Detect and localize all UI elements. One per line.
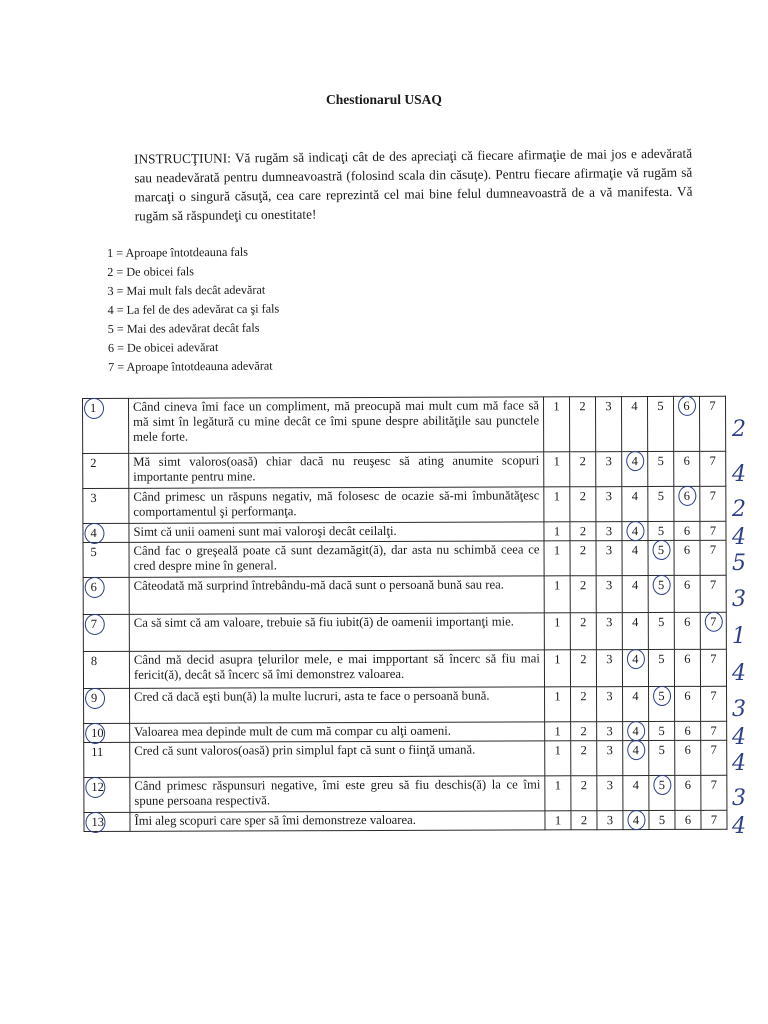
handwritten-score: 2 (732, 496, 746, 522)
rating-option-label: 4 (631, 489, 638, 504)
rating-option[interactable] (623, 776, 649, 811)
handwritten-score: 1 (732, 623, 746, 649)
handwritten-score: 5 (732, 550, 746, 576)
rating-option-label: 1 (554, 743, 561, 758)
rating-option-label: 2 (579, 454, 586, 469)
rating-option-selected[interactable] (700, 612, 726, 649)
rating-option-label: 5 (658, 614, 665, 629)
scale-item: 7 = Aproape întotdeauna adevărat (108, 358, 273, 374)
rating-option-label: 1 (554, 652, 561, 667)
rating-option[interactable] (597, 687, 623, 722)
questionnaire-body (83, 396, 728, 831)
handwritten-score: 2 (732, 416, 746, 442)
rating-option-label: 2 (580, 743, 587, 758)
rating-option-label: 1 (553, 454, 560, 469)
rating-option-label: 7 (709, 523, 717, 538)
rating-option-label: 7 (710, 614, 717, 629)
question-number (83, 523, 129, 542)
question-row (84, 775, 727, 812)
instructions (84, 144, 693, 226)
rating-option-label: 5 (658, 577, 665, 592)
question-number-label: 1 (90, 400, 97, 415)
rating-option[interactable] (700, 521, 726, 540)
rating-option[interactable] (596, 452, 622, 487)
rating-option[interactable] (571, 687, 597, 722)
rating-option[interactable] (700, 649, 726, 686)
handwritten-score: 4 (732, 814, 746, 840)
rating-option[interactable] (596, 576, 622, 613)
rating-option-label: 4 (631, 399, 638, 414)
question-number (83, 488, 129, 523)
rating-option-label: 4 (632, 652, 639, 667)
rating-option-label: 7 (710, 742, 717, 757)
rating-option-label: 5 (658, 723, 665, 738)
rating-option-label: 6 (683, 542, 691, 557)
question-row (83, 486, 726, 523)
rating-option[interactable] (648, 451, 674, 486)
question-statement: Simt că unii oameni sunt mai valoroşi decât ceilalţi. (129, 522, 544, 542)
rating-option[interactable] (622, 487, 648, 522)
rating-option-label: 7 (710, 777, 718, 792)
question-row (84, 686, 727, 723)
handwritten-score: 3 (732, 696, 746, 722)
rating-option-label: 4 (632, 813, 640, 828)
scale-item: 2 = De obicei fals (107, 264, 195, 279)
rating-option-selected[interactable] (622, 650, 648, 687)
rating-option-label: 2 (579, 524, 587, 539)
question-row (84, 721, 727, 742)
rating-option[interactable] (570, 650, 596, 687)
rating-option-label: 1 (554, 724, 561, 739)
rating-option[interactable] (700, 540, 726, 575)
rating-option-label: 6 (684, 577, 691, 592)
rating-option-label: 3 (606, 689, 613, 704)
rating-option-label: 3 (606, 615, 613, 630)
question-row (83, 540, 726, 577)
question-number-label: 8 (90, 653, 98, 668)
rating-option[interactable] (545, 741, 571, 776)
question-number (83, 577, 129, 614)
question-number (84, 723, 130, 742)
rating-option-label: 1 (553, 399, 560, 414)
question-row (83, 396, 726, 453)
question-number (83, 453, 129, 488)
rating-option[interactable] (596, 522, 622, 541)
question-row (83, 575, 726, 614)
handwritten-score: 4 (732, 725, 746, 751)
question-number-label: 6 (90, 579, 97, 594)
rating-option[interactable] (648, 486, 674, 521)
rating-option-label: 3 (605, 489, 612, 504)
scale-item: 4 = La fel de des adevărat ca şi fals (107, 301, 280, 317)
rating-option[interactable] (701, 740, 727, 775)
rating-option-label: 2 (580, 813, 588, 828)
question-row (83, 521, 726, 542)
rating-option-label: 6 (683, 398, 690, 413)
rating-option[interactable] (570, 452, 596, 487)
rating-option[interactable] (569, 397, 595, 452)
rating-option-label: 2 (580, 578, 587, 593)
question-number (83, 614, 129, 651)
rating-option[interactable] (544, 541, 570, 576)
rating-option[interactable] (701, 721, 727, 740)
rating-option-selected[interactable] (673, 396, 699, 451)
question-number-label: 2 (90, 455, 97, 470)
handwritten-score: 4 (732, 660, 746, 686)
rating-option-label: 6 (683, 488, 690, 503)
rating-option-label: 7 (709, 398, 716, 413)
rating-option[interactable] (648, 649, 674, 686)
question-number-label: 12 (91, 779, 104, 794)
rating-option[interactable] (675, 721, 701, 740)
rating-option-label: 1 (553, 543, 561, 558)
rating-option[interactable] (596, 487, 622, 522)
rating-option-label: 4 (631, 454, 638, 469)
rating-option-label: 2 (580, 724, 587, 739)
rating-option[interactable] (674, 521, 700, 540)
rating-option[interactable] (571, 811, 597, 830)
rating-option[interactable] (674, 649, 700, 686)
rating-option-label: 7 (710, 688, 717, 703)
rating-option-label: 4 (632, 743, 639, 758)
rating-option[interactable] (675, 810, 701, 829)
handwritten-score: 4 (732, 525, 746, 551)
question-statement: Când primesc un răspuns negativ, mă folosesc de ocazie să-mi îmbunătăţesc comportamentul şi performanţa. (129, 487, 544, 523)
rating-option[interactable] (571, 722, 597, 741)
rating-option-label: 3 (605, 524, 613, 539)
rating-option[interactable] (570, 613, 596, 650)
rating-option[interactable] (595, 397, 621, 452)
rating-option[interactable] (596, 541, 622, 576)
rating-option-selected[interactable] (622, 522, 648, 541)
rating-option[interactable] (571, 741, 597, 776)
rating-option-selected[interactable] (623, 722, 649, 741)
rating-option-label: 1 (553, 524, 561, 539)
rating-option-label: 2 (580, 615, 587, 630)
rating-option-label: 2 (579, 543, 587, 558)
question-number (84, 777, 130, 812)
rating-option[interactable] (570, 522, 596, 541)
question-statement: Ca să simt că am valoare, trebuie să fiu iubit(ă) de oamenii importanţi mie. (129, 613, 544, 651)
question-number-label: 11 (91, 744, 104, 759)
handwritten-score: 4 (732, 750, 746, 776)
question-number (83, 542, 129, 577)
rating-option[interactable] (675, 740, 701, 775)
instructions-text: INSTRUCŢIUNI: Vă rugăm să indicaţi cât de des apreciaţi că fiecare afirmaţie de mai jos e adevărată sau neadevărată pentru dumneavoastră (folosind scala din căsuţe). Pentru fiecare afirmaţie vă rugăm să marcaţi o singură căsuţă, cea care reprezintă cel mai bine felul dumneavoastră de a vă manifesta. Vă rugăm să răspundeţi cu onestitate! (134, 145, 693, 224)
rating-option-selected[interactable] (623, 741, 649, 776)
question-number (83, 398, 129, 453)
rating-option-label: 1 (554, 689, 561, 704)
rating-option-label: 3 (606, 652, 613, 667)
rating-option[interactable] (597, 741, 623, 776)
rating-option-label: 4 (632, 778, 640, 793)
rating-option[interactable] (622, 613, 648, 650)
rating-option[interactable] (545, 687, 571, 722)
question-number-label: 5 (90, 544, 97, 559)
rating-option-label: 6 (684, 777, 692, 792)
rating-option[interactable] (649, 810, 675, 829)
rating-option[interactable] (700, 486, 726, 521)
rating-option-label: 3 (605, 399, 612, 414)
handwritten-score: 3 (732, 586, 746, 612)
rating-option[interactable] (570, 541, 596, 576)
question-statement: Îmi aleg scopuri care sper să îmi demonstreze valoarea. (130, 811, 545, 831)
rating-option[interactable] (570, 487, 596, 522)
rating-option-label: 6 (683, 453, 690, 468)
rating-option-label: 5 (658, 742, 665, 757)
rating-option[interactable] (623, 687, 649, 722)
question-statement: Când cineva îmi face un compliment, mă preocupă mai mult cum mă face să mă simt în legătură cu mine decât ce îmi spune despre abilităţile sau punctele mele forte. (129, 397, 544, 453)
rating-option[interactable] (544, 452, 570, 487)
rating-option-selected[interactable] (649, 686, 675, 721)
rating-option[interactable] (622, 576, 648, 613)
rating-option-label: 7 (709, 488, 716, 503)
question-number (84, 688, 130, 723)
question-number-label: 13 (91, 814, 105, 829)
rating-option[interactable] (545, 776, 571, 811)
rating-option[interactable] (674, 540, 700, 575)
rating-option-selected[interactable] (622, 452, 648, 487)
document-title: Chestionarul USAQ (326, 92, 442, 107)
rating-option-label: 6 (684, 688, 691, 703)
question-row (84, 740, 727, 777)
rating-option[interactable] (545, 811, 571, 830)
rating-option-selected[interactable] (648, 540, 674, 575)
rating-option[interactable] (674, 451, 700, 486)
question-statement: Când fac o greşeală poate că sunt dezamăgit(ă), dar asta nu schimbă ceea ce cred despre mine în general. (129, 541, 544, 577)
rating-option[interactable] (700, 575, 726, 612)
question-statement: Cred că sunt valoros(oasă) prin simplul fapt că sunt o fiinţă umană. (130, 741, 545, 777)
scale-item: 5 = Mai des adevărat decât fals (107, 320, 260, 336)
question-number (84, 812, 130, 831)
rating-option-selected[interactable] (649, 775, 675, 810)
rating-option[interactable] (701, 686, 727, 721)
rating-option[interactable] (544, 522, 570, 541)
rating-option[interactable] (674, 575, 700, 612)
question-statement: Cred că dacă eşti bun(ă) la multe lucruri, asta te face o persoană bună. (130, 687, 545, 723)
rating-option-label: 1 (553, 489, 560, 504)
rating-option-label: 7 (709, 453, 716, 468)
question-row (83, 451, 726, 488)
scale-item: 1 = Aproape întotdeauna fals (107, 244, 249, 260)
rating-option-label: 2 (579, 489, 586, 504)
rating-option-label: 4 (631, 543, 639, 558)
rating-option-label: 7 (709, 542, 717, 557)
question-row (84, 810, 727, 831)
question-number-label: 4 (90, 525, 97, 540)
rating-scale-legend (107, 243, 280, 377)
rating-option-label: 5 (657, 488, 664, 503)
rating-option-selected[interactable] (648, 575, 674, 612)
question-statement: Câteodată mă surprind întrebându-mă dacă sunt o persoană bună sau rea. (129, 576, 544, 614)
rating-option-label: 5 (658, 651, 665, 666)
rating-option-label: 1 (554, 578, 561, 593)
scale-item: 3 = Mai mult fals decât adevărat (107, 282, 266, 298)
rating-option-label: 4 (632, 689, 639, 704)
rating-option-label: 6 (684, 812, 692, 827)
questionnaire-table (82, 396, 728, 832)
rating-option[interactable] (544, 576, 570, 613)
rating-option[interactable] (544, 613, 570, 650)
rating-option[interactable] (648, 612, 674, 649)
rating-option[interactable] (544, 487, 570, 522)
question-statement: Mă simt valoros(oasă) chiar dacă nu reuşesc să ating anumite scopuri importante pentru mine. (129, 452, 544, 488)
rating-option-label: 3 (605, 454, 612, 469)
rating-option-label: 2 (579, 399, 586, 414)
rating-option[interactable] (648, 521, 674, 540)
rating-option[interactable] (597, 722, 623, 741)
rating-option-selected[interactable] (623, 811, 649, 830)
rating-option-label: 5 (657, 542, 665, 557)
rating-option-label: 7 (710, 812, 718, 827)
rating-option-label: 3 (606, 778, 614, 793)
handwritten-score: 3 (732, 785, 746, 811)
rating-option-label: 6 (683, 523, 691, 538)
rating-option-label: 6 (684, 614, 691, 629)
rating-option-label: 5 (658, 812, 666, 827)
handwritten-score: 4 (732, 461, 746, 487)
rating-option-label: 1 (554, 813, 562, 828)
rating-option-label: 2 (580, 652, 587, 667)
rating-option[interactable] (701, 775, 727, 810)
question-number-label: 10 (91, 725, 104, 740)
question-number-label: 9 (91, 690, 98, 705)
rating-option-label: 3 (606, 813, 614, 828)
rating-option[interactable] (596, 613, 622, 650)
rating-option-label: 3 (605, 543, 613, 558)
question-number (83, 651, 129, 688)
rating-option-label: 6 (684, 723, 691, 738)
rating-option-label: 4 (632, 615, 639, 630)
question-number (84, 742, 130, 777)
rating-option[interactable] (675, 775, 701, 810)
question-row (83, 649, 726, 688)
rating-option-label: 5 (657, 453, 664, 468)
question-number-label: 7 (90, 616, 98, 631)
rating-option[interactable] (700, 451, 726, 486)
rating-option[interactable] (571, 776, 597, 811)
rating-option[interactable] (699, 396, 725, 451)
rating-option-label: 5 (657, 523, 665, 538)
rating-option-selected[interactable] (674, 486, 700, 521)
rating-option[interactable] (596, 650, 622, 687)
rating-option[interactable] (597, 811, 623, 830)
rating-option[interactable] (647, 396, 673, 451)
rating-option-label: 3 (606, 578, 613, 593)
rating-option-label: 2 (580, 778, 588, 793)
rating-option[interactable] (675, 686, 701, 721)
rating-option[interactable] (545, 722, 571, 741)
question-number-label: 3 (90, 490, 97, 505)
scale-item: 6 = De obicei adevărat (107, 340, 219, 355)
question-statement: Când primesc răspunsuri negative, îmi este greu să fiu deschis(ă) la ce îmi spune persoana respectivă. (130, 776, 545, 812)
rating-option-label: 5 (657, 398, 664, 413)
question-statement: Când mă decid asupra ţelurilor mele, e mai impportant să încerc să fiu mai fericit(ă), decât să încerc să îmi demonstrez valoarea. (129, 650, 544, 688)
rating-option-label: 6 (684, 742, 691, 757)
rating-option-label: 7 (710, 651, 717, 666)
rating-option[interactable] (622, 541, 648, 576)
rating-option-label: 6 (684, 651, 691, 666)
rating-option-label: 5 (658, 777, 666, 792)
rating-option[interactable] (597, 776, 623, 811)
rating-option[interactable] (649, 740, 675, 775)
rating-option[interactable] (701, 810, 727, 829)
rating-option-label: 5 (658, 688, 665, 703)
rating-option[interactable] (674, 612, 700, 649)
rating-option-label: 3 (606, 724, 613, 739)
rating-option[interactable] (543, 397, 569, 452)
rating-option-label: 1 (554, 778, 562, 793)
rating-option[interactable] (621, 397, 647, 452)
rating-option-label: 4 (632, 724, 639, 739)
rating-option[interactable] (544, 650, 570, 687)
rating-option-label: 7 (710, 577, 717, 592)
rating-option-label: 1 (554, 615, 561, 630)
question-statement: Valoarea mea depinde mult de cum mă compar cu alţi oameni. (130, 722, 545, 742)
rating-option-label: 4 (631, 524, 639, 539)
rating-option-label: 4 (632, 578, 639, 593)
rating-option-label: 2 (580, 689, 587, 704)
rating-option[interactable] (570, 576, 596, 613)
rating-option-label: 7 (710, 723, 717, 738)
rating-option[interactable] (649, 721, 675, 740)
rating-option-label: 3 (606, 743, 613, 758)
question-row (83, 612, 726, 651)
